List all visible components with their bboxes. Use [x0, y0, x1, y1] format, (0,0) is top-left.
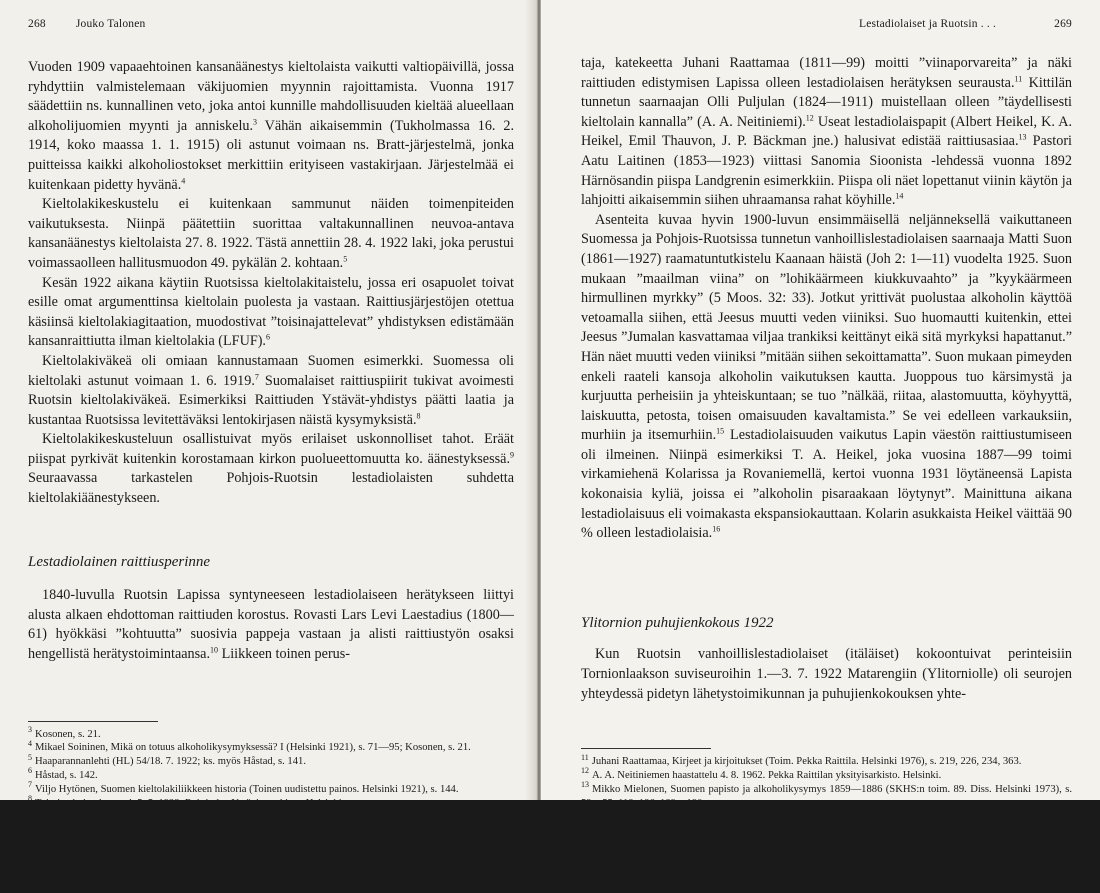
paragraph: Kieltolakikeskustelu ei kuitenkaan sammunut näiden toimenpiteiden vaikutuksesta. Niinpä päätettiin suorittaa valtakunnallinen neuvoa-antava kansanäänestys kieltolaista 27. 8. 1922. Tästä annettiin 28. 4. 1922 laki, joka perustui voimassaolleen hallitusmuodon 49. pykälän 2. kohtaan.$^5$: [28, 196, 514, 271]
footnote: $^{10}$ Martti E. Miettinen, Lars Levi Laestadiuksen käsitys raittiustyön periaatteista (Kotimaa 8. 9. ja 11. 9. 1942); Ossi Ylimaula, Lauri Leevi Laestadius raittiuden esitaistelijana (Pro gradu -tutkielma. Helsingin yliopiston teologisen tiedekunnan kirjasto s.a.), s. 100, 110; lestadiolaisuuden vaikuttajien syntymä- ja kuolinvuodet teoksesta: Pekka Raittila, Lestadiolaisuuden matrikkeli ja bibliografia (Suomen kirkkohistoriallisen seuran (SKHS) toimituksia 74. Helsinki 1967).: [28, 821, 514, 892]
paragraph: Vuoden 1909 vapaaehtoinen kansanäänestys kieltolaista vaikutti valtiopäivillä, jossa ryhdyttiin valmistelemaan väkijuomien myynnin rajoittamista. Vuonna 1917 säädettiin ns. kunnallinen veto, joka antoi kunnille mahdollisuuden kieltää alueellaan alkoholijuomien myynti ja anniskelu.$^3$ Vähän aikaisemmin (Tukholmassa 16. 2. 1914, koko maassa 1. 1. 1915) oli astunut voimaan ns. Bratt-järjestelmä, jonka puitteissa kaikki alkoholiostokset merkittiin erityiseen vastakirjaan. Järjestelmää ei kuitenkaan pidetty hyvänä.$^4$: [28, 59, 514, 193]
footnote: $^4$ Mikael Soininen, Mikä on totuus alkoholikysymyksessä? I (Helsinki 1921), s. 71—95; Kosonen, s. 21.: [28, 738, 471, 754]
right-footnotes: [581, 752, 1072, 865]
left-body-text: [28, 58, 514, 665]
footnote: $^{12}$ A. A. Neitiniemen haastattelu 4. 8. 1962. Pekka Raittilan yksityisarkisto. Helsinki.: [581, 766, 942, 782]
left-running-head: [28, 18, 514, 36]
right-page-number: 269: [1054, 18, 1072, 30]
footnote: $^{11}$ Juhani Raattamaa, Kirjeet ja kirjoitukset (Toim. Pekka Raittila. Helsinki 1976), s. 219, 226, 234, 363.: [581, 752, 1022, 768]
footnote: $^5$ Haaparannanlehti (HL) 54/18. 7. 1922; ks. myös Håstad, s. 141.: [28, 752, 306, 768]
paragraph: Asenteita kuvaa hyvin 1900-luvun ensimmäisellä neljänneksellä vaikuttaneen Suomessa ja Pohjois-Ruotsissa tunnetun vanhoillislestadiolaisen saarnaaja Matti Suon (1861—1927) raamatuntutkistelu Kaanaan häistä (Joh 2: 1—11) vuodelta 1925. Suon mukaan ”maailman viina” on ”lohikäärmeen kiukkuvaahto” ja ”kyykäärmeen hirmullinen myrkky” (5 Moos. 32: 33). Jotkut yrittivät puolustaa alkoholin käyttöä vetoamalla siihen, että Jeesus muutti veden viiniksi. Suo huomautti kuitenkin, ettei Jeesus ”Jumalan kasvattamaa viljaa trankiksi keittänyt eikä sitä myrkyksi hapattanut.” Hän näet muutti veden viiniksi ”mitään siihen sekoittamatta”. Suon mukaan pimeyden enkeli raateli kansoja alkoholin vaikutuksen kautta. Juoppous tuo kärsimystä ja kurjuutta perheisiin ja yhteiskuntaan; se tuo ”nälkää, riitaa, alastomuutta, köyhyyttä, laiskuutta, petosta, toisen omaisuuden kavaltamista.” Se vei edelleen varkauksiin, murhiin ja itsemurhiin.$^{15}$ Lestadiolaisuuden vaikutus Lapin väestön raittiustumiseen oli ilmeinen. Niinpä esimerkiksi T. A. Heikel, joka vuosina 1887—99 toimi virkamiehenä Kolarissa ja Rovaniemellä, kertoi vuonna 1931 löytäneensä Lapista kokonaisia kyliä, joissa ei ”alkoholin pisaraakaan löytynyt”. Mainittuna aikana lestadiolaisuus eli voimakasta ekspansiokauttaan. Kolarin asukkaista Heikel väittää 90 % olleen lestadiolaisia.$^{16}$: [581, 211, 1072, 542]
paragraph: Kieltolakikeskusteluun osallistuivat myös erilaiset uskonnolliset tahot. Eräät piispat pyrkivät kuitenkin korostamaan kirkon puolueettomuutta ko. äänestyksessä.$^9$ Seuraavassa tarkastelen Pohjois-Ruotsin lestadiolaisten suhdetta kieltolakiäänestykseen.: [28, 431, 514, 507]
right-body-text: [581, 54, 1072, 704]
left-page: [0, 0, 536, 892]
paragraph: Kesän 1922 aikana käytiin Ruotsissa kieltolakitaistelu, jossa eri osapuolet toivat esille omat argumenttinsa kieltolain puolesta ja vastaan. Raittiusjärjestöjen otettua käsiinsä kieltolakiagitaation, muodostivat ”toisinajattelevat” yhdistyksen edistämään kansanraittiutta ilman kieltolakia (LFUF).$^6$: [28, 274, 514, 350]
footnote: $^{15}$ Siionin Lähetyslehti 1925, s. 155—158; Matti Suo, Salattu viisaus I (Oulu 1971), s. 88—90.: [581, 821, 984, 837]
footnote: $^{16}$ T. A. Heikel, Huomioitani laestadiolaisuudesta (Suomen matkailijayhdistyksen vuosikirja 1931. Helsinki 1931), s. 113—114.: [581, 835, 1072, 864]
paragraph: Kieltolakiväkeä oli omiaan kannustamaan Suomen esimerkki. Suomessa oli kieltolaki astunut voimaan 1. 6. 1919.$^7$ Suomalaiset raittiuspiirit tukivat avoimesti Ruotsin kieltolakiväkeä. Esimerkiksi Raittiuden Ystävät-yhdistys päätti laatia ja kustantaa Ruotsissa levitettäväksi lentokirjasen näistä kysymyksistä.$^8$: [28, 352, 514, 428]
footnote: $^8$ Toimistokokouksen ptk 5. 5. 1922. Raittiuden Ystävien arkisto. Helsinki.: [28, 794, 345, 809]
footnote: $^{14}$ A.L., Kehotus säästäväisyyteen (Sanomia Siionista 1892).: [581, 807, 839, 823]
right-running-head: [581, 18, 1072, 36]
footnote: $^3$ Kosonen, s. 21.: [28, 725, 101, 740]
paragraph: Kun Ruotsin vanhoillislestadiolaiset (itäläiset) kokoontuivat perinteisiin Tornionlaakson suviseuroihin 1.—3. 7. 1922 Matarengiin (Ylitorniolle) oli seurojen yhteydessä pidetyn lähetystoimikunnan ja puhujienkokouksen yhte-: [581, 646, 1072, 702]
paragraph: taja, katekeetta Juhani Raattamaa (1811—99) moitti ”viinaporvareita” ja näki raittiuden edistymisen Lapissa olleen lestadiolaisen herätyksen seurausta.$^{11}$ Kittilän tunnetun saarnaajan Olli Puljulan (1824—1911) muistellaan olleen ”täydellisesti kieltolain kannalla” (A. A. Neitiniemi).$^{12}$ Useat lestadiolaispapit (Albert Heikel, K. A. Heikel, Emil Thauvon, J. P. Bäckman jne.) halusivat edistää raittiusasiaa.$^{13}$ Pastori Aatu Laitinen (1853—1923) viittasi Sanomia Sioonista -lehdessä vuonna 1892 Härnösandin piispa Landgrenin esimerkkiin. Piispa oli näet lopettanut viinin käytön ja lahjoitti aikaisemmin siihen uhraamansa rahat köyhille.$^{14}$: [581, 55, 1072, 209]
footnote: $^7$ Viljo Hytönen, Suomen kieltolakiliikkeen historia (Toinen uudistettu painos. Helsinki 1921), s. 144.: [28, 780, 459, 795]
footnote: $^6$ Håstad, s. 142.: [28, 766, 98, 782]
left-footnotes: [28, 725, 514, 893]
paragraph: 1840-luvulla Ruotsin Lapissa syntyneeseen lestadiolaiseen herätykseen liittyi alusta alkaen ehdottoman raittiuden korostus. Rovasti Lars Levi Laestadius (1800—61) hyökkäsi ”kohtuutta” suosivia pappeja vastaan ja alisti raittiustyön osaksi hengellistä herätystoimintaansa.$^{10}$ Liikkeen toinen perus-: [28, 587, 514, 663]
section-heading: Lestadiolainen raittiusperinne: [28, 553, 211, 570]
left-page-number: 268: [28, 18, 46, 30]
right-page: [541, 0, 1100, 864]
footnote-divider: [581, 748, 711, 749]
footnote: $^{13}$ Mikko Mielonen, Suomen papisto ja alkoholikysymys 1859—1886 (SKHS:n toim. 89. Diss. Helsinki 1973), s. 52—55, 118, 186, 189—190.: [581, 780, 1072, 809]
section-heading: Ylitornion puhujienkokous 1922: [581, 614, 774, 631]
left-running-title: Jouko Talonen: [75, 18, 146, 30]
footnote: $^9$ HL 53/14. 7. 1922.: [28, 807, 116, 823]
footnote-divider: [28, 721, 158, 722]
right-running-title: Lestadiolaiset ja Ruotsin . . .: [858, 18, 997, 30]
